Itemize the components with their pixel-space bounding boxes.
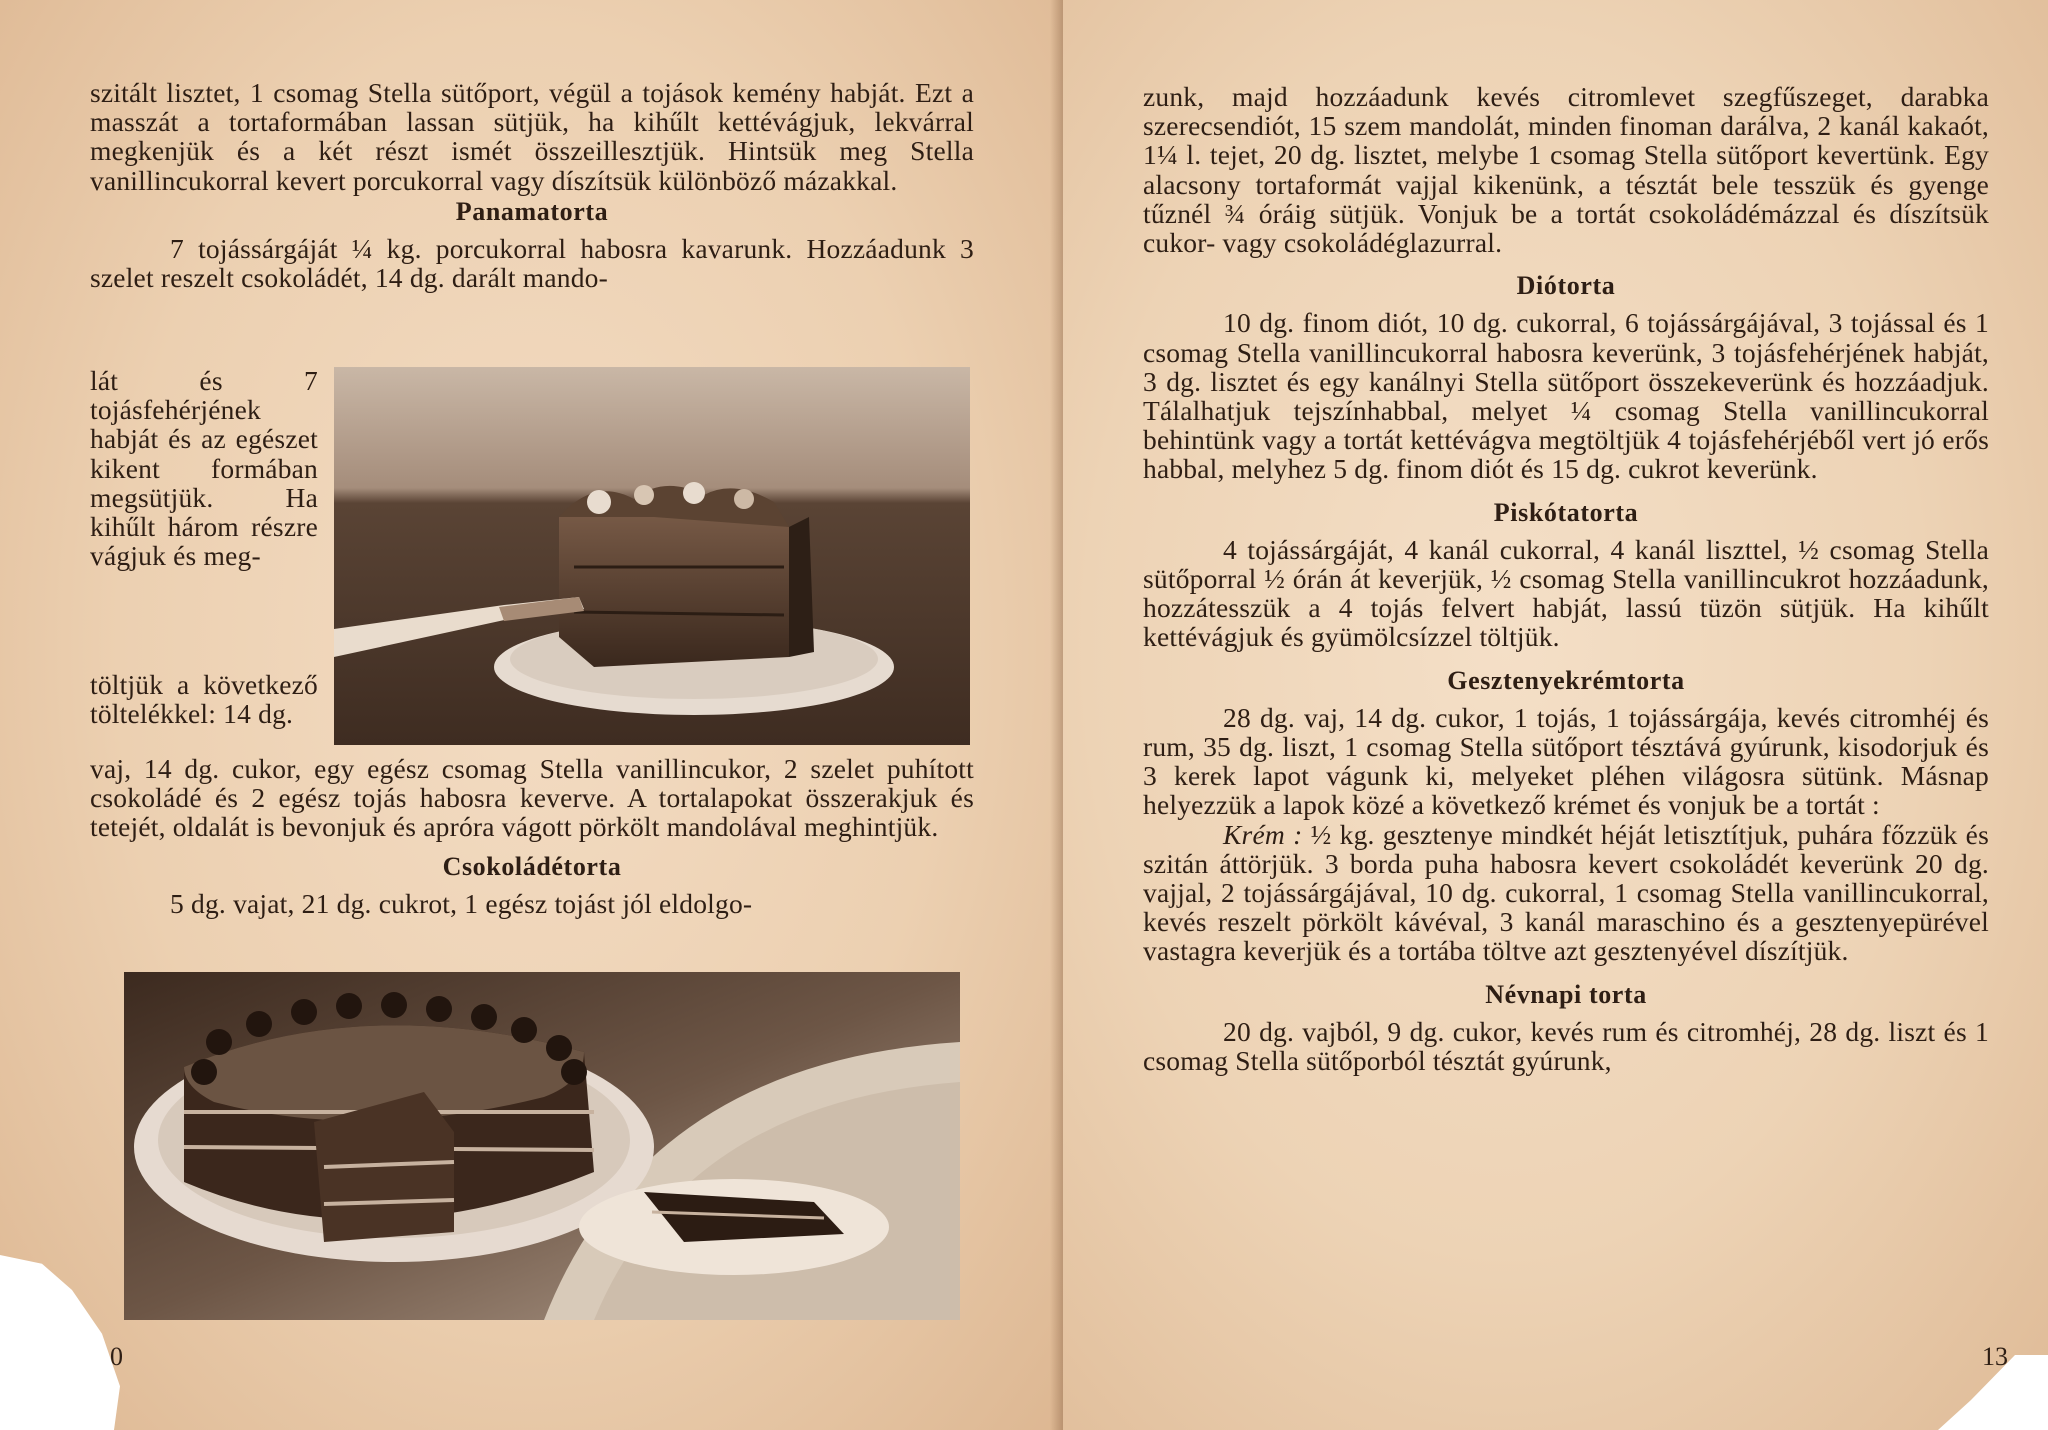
left-text-block-2 — [90, 754, 974, 918]
gesztenyekremtorta-paragraph-1: 28 dg. vaj, 14 dg. cukor, 1 tojás, 1 tojássárgája, kevés citromhéj és rum, 35 dg. liszt, 1 csomag Stella sütőport tésztává gyúrunk, kisodorjuk és 3 kerek lapot vágunk ki, melyeket pléhen világosra sütünk. Másnap helyezzük a lapok közé a következő krémet és vonjuk be a tortát : — [1143, 701, 1989, 821]
left-intro-paragraph: szitált lisztet, 1 csomag Stella sütőport, végül a tojások kemény habját. Ezt a masszát a tortaformában lassan sütjük, ha kihűlt kettévágjuk, lekvárral megkenjük és a két részt ismét összeillesztjük. Hintsük meg Stella vanillincukorral kevert porcukorral vagy díszítsük különböző mázakkal. — [90, 77, 974, 196]
panamatorta-float-text — [90, 366, 318, 570]
right-page — [1063, 0, 2048, 1430]
diostorta-paragraph: 10 dg. finom diót, 10 dg. cukorral, 6 tojássárgájával, 3 tojással és 1 csomag Stella vanillincukorral habosra keverünk, 3 tojásfehérjének habját, 3 dg. lisztet és egy kanálnyi Stella sütőport összekeverünk és hozzáadjuk. Tálalhatjuk tejszínhabbal, melyet ¼ csomag Stella vanillincukorral behintünk vagy a tortát kettévágva megtöltjük 4 tojásfehérjéből vert jó erős habbal, melyhez 5 dg. finom diót és 15 dg. cukrot keverünk. — [1143, 307, 1989, 485]
panamatorta-float-text-2 — [90, 670, 318, 728]
left-text-block — [90, 78, 974, 292]
csokoladetorta-heading: Csokoládétorta — [442, 851, 622, 881]
cake-slice-illustration — [334, 367, 970, 745]
panamatorta-paragraph-1: 7 tojássárgáját ¼ kg. porcukorral habosra kavarunk. Hozzáadunk 3 szelet reszelt csokoládét, 14 dg. darált mando- — [90, 233, 974, 294]
panamatorta-float-paragraph-2: töltjük a következő töltelékkel: 14 dg. — [90, 669, 318, 730]
right-intro-paragraph: zunk, majd hozzáadunk kevés citromlevet szegfűszeget, darabka szerecsendiót, 15 szem mandolát, minden finoman darálva, 2 kanál kakaót, 1¼ l. tejet, 20 dg. lisztet, melybe 1 csomag Stella sütőport kevertünk. Egy alacsony tortaformát vajjal kikenünk, a tésztát bele tesszük és gyenge tűznél ¾ óráig sütjük. Vonjuk be a tortát csokoládémázzal és díszítsük cukor- vagy csokoládéglazurral. — [1143, 81, 1989, 259]
csokoladetorta-paragraph-1: 5 dg. vajat, 21 dg. cukrot, 1 egész tojást jól eldolgo- — [170, 887, 753, 919]
chocolate-cake-illustration — [124, 972, 960, 1320]
panamatorta-heading: Panamatorta — [455, 196, 609, 226]
nevnapi-torta-paragraph: 20 dg. vajból, 9 dg. cukor, kevés rum és citromhéj, 28 dg. liszt és 1 csomag Stella sütőporból tésztát gyúrunk, — [1143, 1015, 1989, 1077]
panamatorta-float-paragraph: lát és 7 tojásfehérjének habját és az egészet kikent formában megsütjük. Ha kihűlt három részre vágjuk és meg- — [90, 365, 318, 572]
csokoladetorta-photo — [124, 972, 960, 1320]
krem-text: ½ kg. gesztenye mindkét héját letisztítjuk, puhára főzzük és szitán áttörjük. 3 borda puha habosra kevert csokoládét keverünk 20 dg. vajjal, 2 tojássárgájával, 10 dg. cukorral, 1 csomag Stella vanillincukorral, kevés reszelt pörkölt kávéval, 3 kanál maraschino és a gesztenyepürével vastagra keverjük és a tortába töltve azt gesztenyével díszítjük. — [1143, 818, 1989, 967]
gesztenyekremtorta-heading: Gesztenyekrémtorta — [1447, 665, 1685, 695]
gesztenyekremtorta-paragraph-2 — [1143, 820, 1989, 966]
panamatorta-paragraph-2: vaj, 14 dg. cukor, egy egész csomag Stella vanillincukor, 2 szelet puhított csokoládé és 2 egész tojás habosra keverve. A tortalapokat összerakjuk és tetejét, oldalát is bevonjuk és apróra vágott pörkölt mandolával meghintjük. — [90, 753, 974, 843]
right-page-number: 13 — [1982, 1342, 2008, 1371]
krem-label: Krém : — [1223, 818, 1303, 850]
panamatorta-photo — [334, 367, 970, 745]
piskotatorta-paragraph: 4 tojássárgáját, 4 kanál cukorral, 4 kanál liszttel, ½ csomag Stella sütőporral ½ órán át keverjük, ½ csomag Stella vanillincukrot hozzáadunk, hozzátesszük a 4 tojás felvert habját, lassú tüzön sütjük. Ha kihűlt kettévágjuk és gyümölcsízzel töltjük. — [1143, 533, 1989, 653]
right-text-block — [1143, 82, 1989, 1075]
piskotatorta-heading: Piskótatorta — [1493, 497, 1639, 527]
nevnapi-torta-heading: Névnapi torta — [1485, 979, 1647, 1009]
left-page-number: 0 — [110, 1342, 123, 1371]
torn-corner — [0, 1255, 120, 1430]
diostorta-heading: Diótorta — [1516, 271, 1616, 301]
